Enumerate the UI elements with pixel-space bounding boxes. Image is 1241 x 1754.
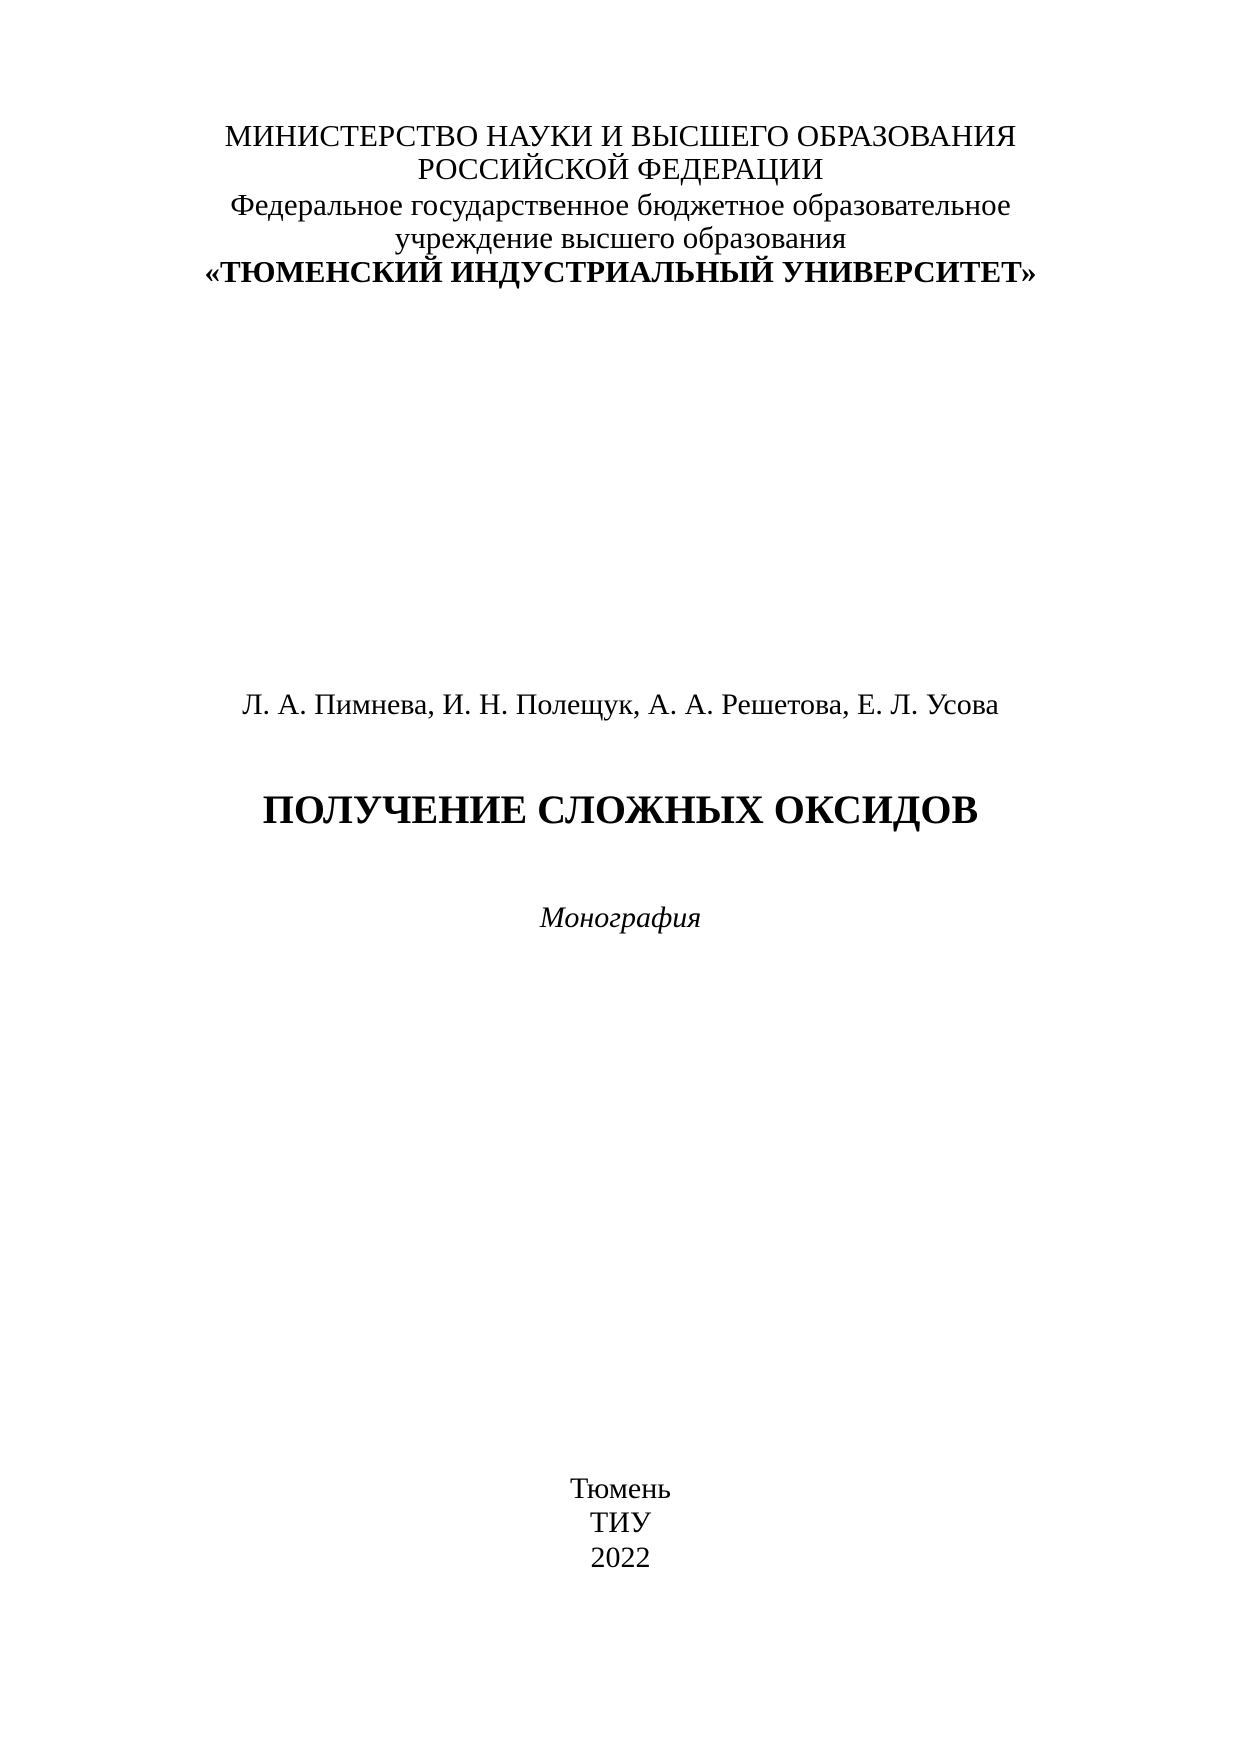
year-label: 2022 [590,1541,651,1574]
city-label: Тюмень [570,1472,671,1505]
institution-line-2: учреждение высшего образования [394,220,847,255]
ministry-line-2: РОССИЙСКОЙ ФЕДЕРАЦИИ [417,151,824,186]
university-name: «ТЮМЕНСКИЙ ИНДУСТРИАЛЬНЫЙ УНИВЕРСИТЕТ» [204,254,1037,289]
publisher-label: ТИУ [589,1506,652,1539]
book-genre: Монография [539,901,702,934]
ministry-line-1: МИНИСТЕРСТВО НАУКИ И ВЫСШЕГО ОБРАЗОВАНИЯ [224,118,1017,153]
authors-line: Л. А. Пимнева, И. Н. Полещук, А. А. Решетова, Е. Л. Усова [242,688,999,721]
institution-line-1: Федеральное государственное бюджетное образовательное [230,187,1011,222]
book-title: ПОЛУЧЕНИЕ СЛОЖНЫХ ОКСИДОВ [262,787,979,832]
